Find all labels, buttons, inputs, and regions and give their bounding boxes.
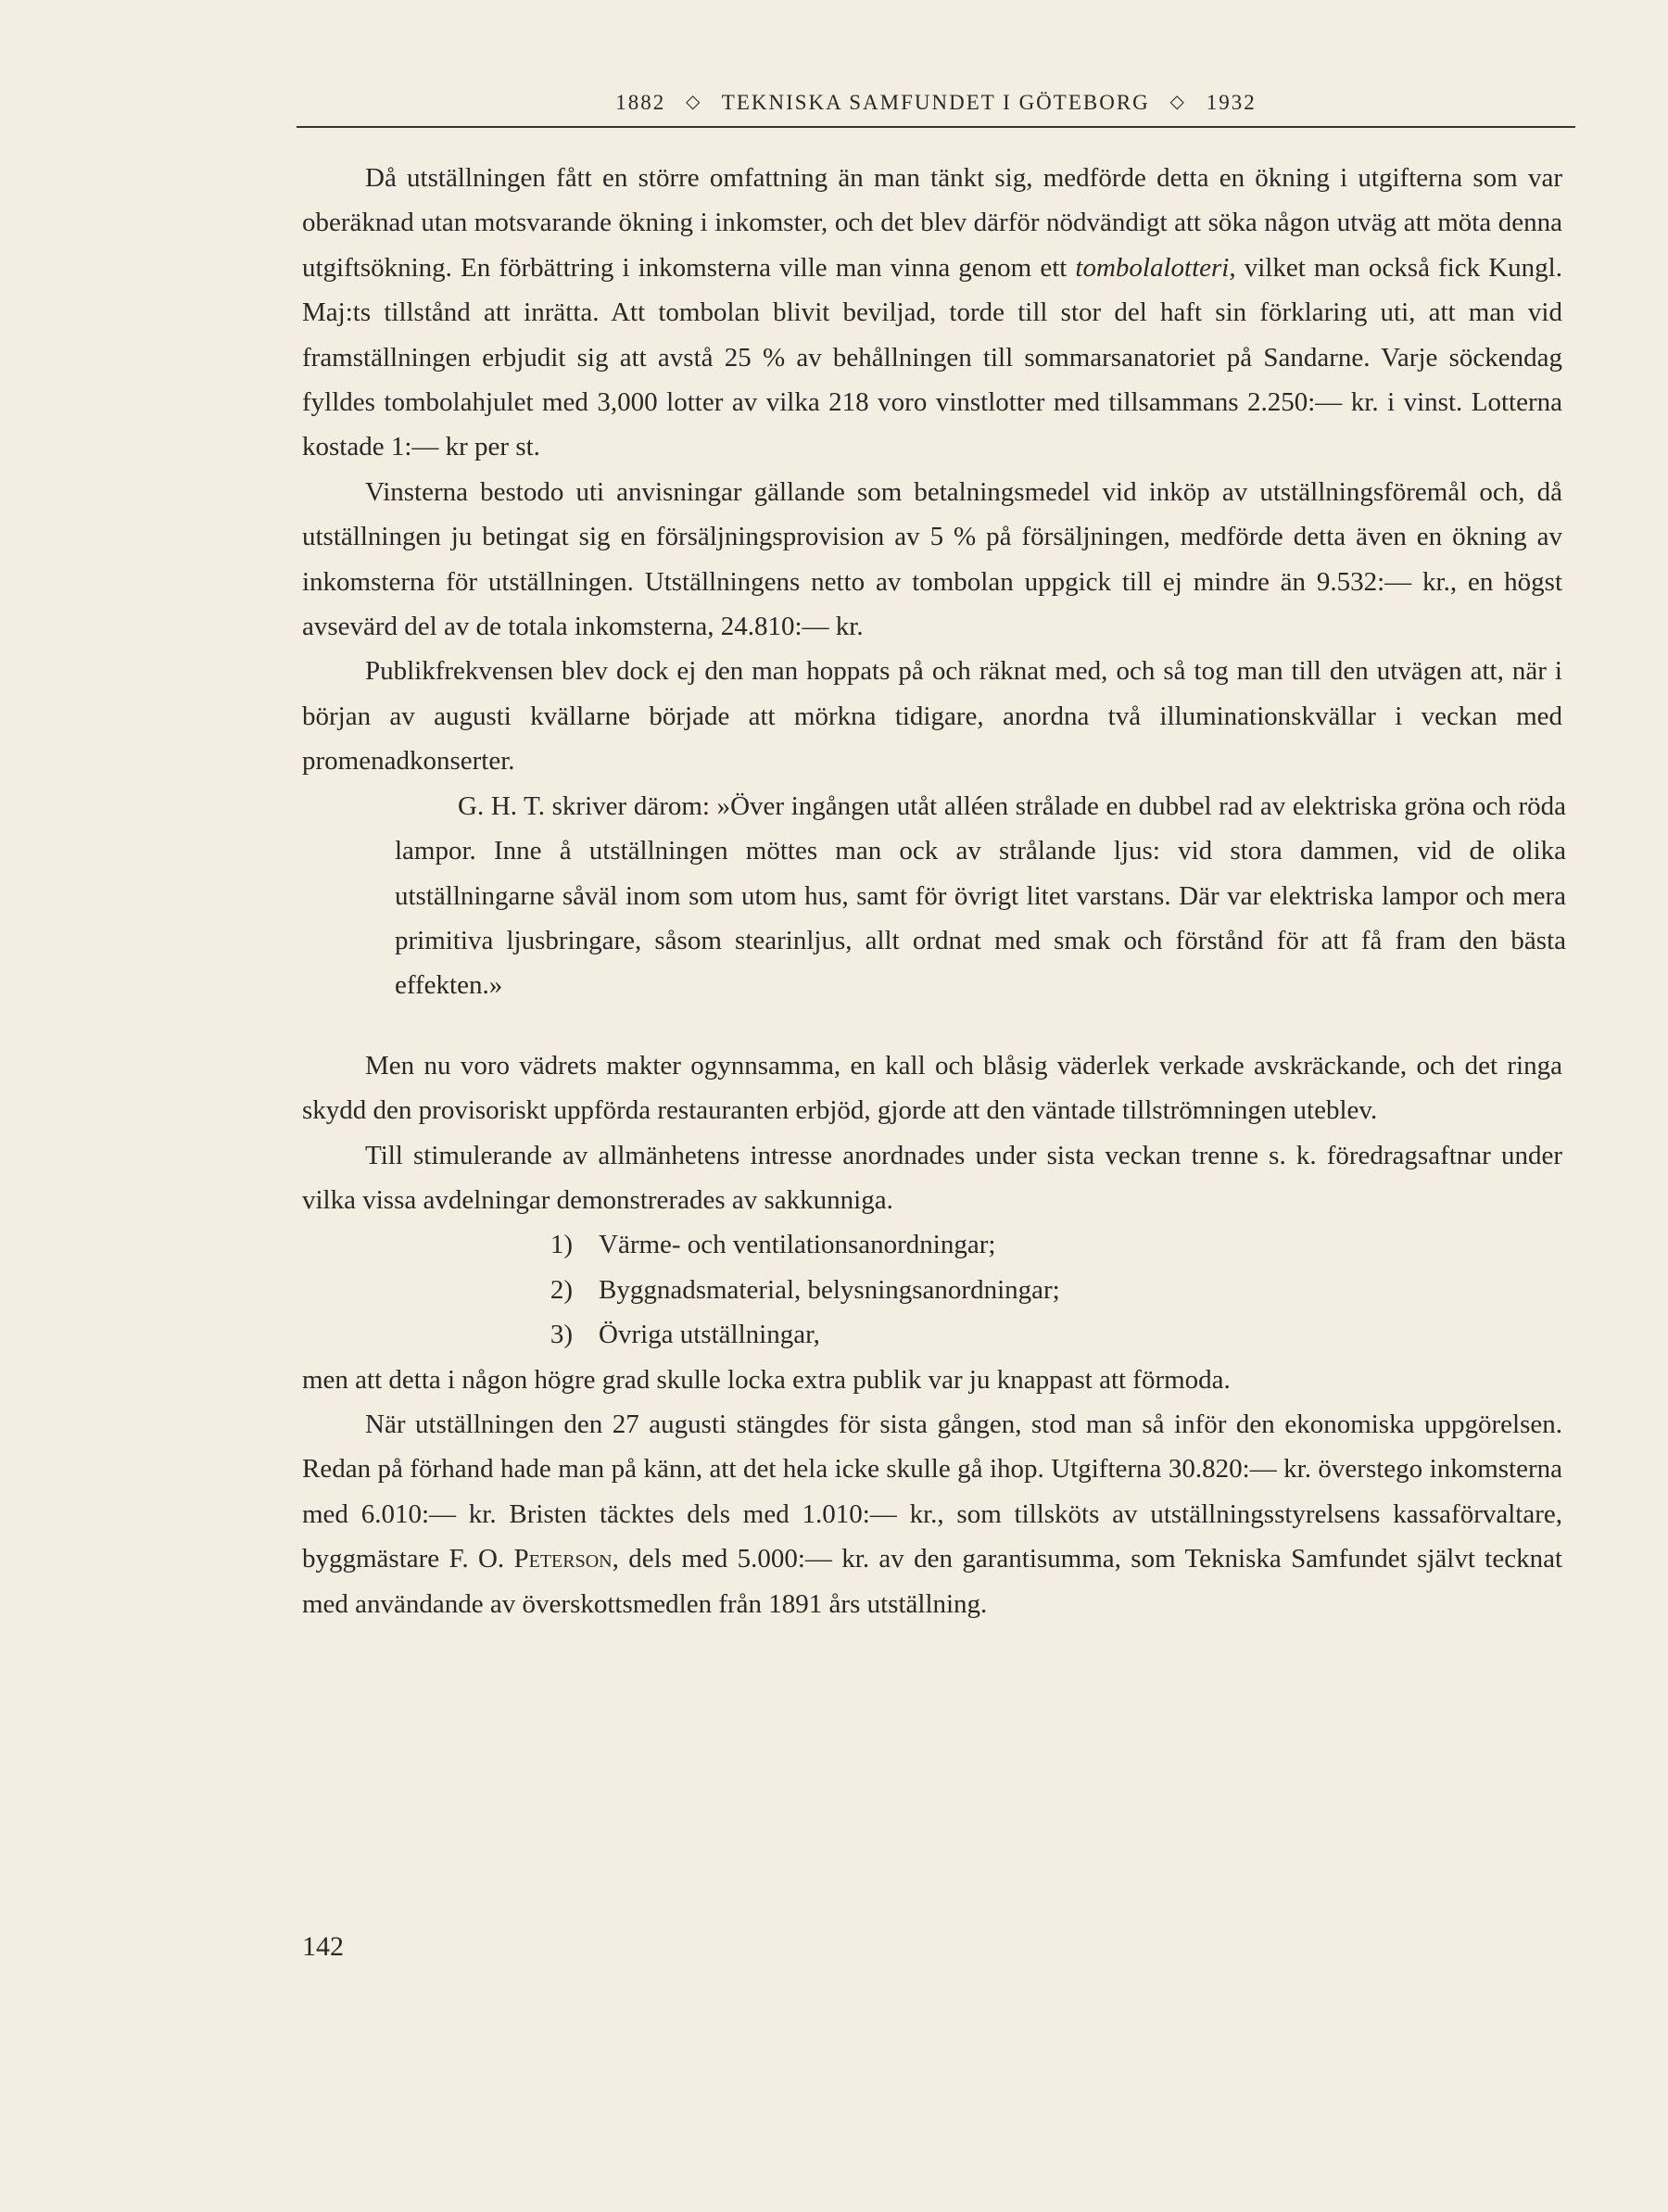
header-year-start: 1882: [615, 91, 666, 114]
paragraph-attendance: Publikfrekvensen blev dock ej den man hoppats på och räknat med, och så tog man till den utvägen att, när i början av augusti kvällarne började att mörkna tidigare, anordna två illuminationskvällar i veckan med promenadkonserter.: [302, 656, 1562, 777]
page-number: 142: [302, 1931, 344, 1962]
paragraph-tombola: Då utställningen fått en större omfattning än man tänkt sig, medförde detta en ökning i utgifterna som var oberäknad utan motsvarande ökning i inkomster, och det blev därför nödvändigt att söka någon utväg att möta denna utgiftsökning. En förbättring i inkomsterna ville man vinna genom ett tombolalotteri, vilket man också fick Kungl. Maj:ts tillstånd att inrätta. Att tombolan blivit beviljad, torde till stor del haft sin förklaring uti, att man vid framställningen erbjudit sig att avstå 25 % av behållningen till sommarsanatoriet på Sandarne. Varje söckendag fylldes tombolahjulet med 3,000 lotter av vilka 218 voro vinstlotter med tillsammans 2.250:— kr. i vinst. Lotterna kostade 1:— kr per st.: [302, 163, 1562, 462]
header-title: TEKNISKA SAMFUNDET I GÖTEBORG: [721, 91, 1150, 114]
list-item: 1) Värme- och ventilationsanordningar;: [550, 1230, 996, 1260]
diamond-separator-icon: ◇: [686, 92, 702, 112]
paragraph-weather: Men nu voro vädrets makter ogynnsamma, en kall och blåsig väderlek verkade avskräckande, och det ringa skydd den provisoriskt uppförda restauranten erbjöd, gjorde att den väntade tillströmningen uteblev.: [302, 1050, 1562, 1126]
paragraph-winnings: Vinsterna bestodo uti anvisningar gällande som betalningsmedel vid inköp av utställningsföremål och, då utställningen ju betingat sig en försäljningsprovision av 5 % på försäljningen, medförde detta även en ökning av inkomsterna för utställningen. Utställningens netto av tombolan uppgick till ej mindre än 9.532:— kr., en högst avsevärd del av de totala inkomsterna, 24.810:— kr.: [302, 476, 1562, 642]
header-year-end: 1932: [1206, 91, 1257, 114]
running-header: [297, 91, 1575, 115]
block-quote: G. H. T. skriver därom: »Över ingången utåt alléen strålade en dubbel rad av elektriska gröna och röda lampor. Inne å utställningen möttes man ock av strålande ljus: vid stora dammen, vid de olika utställningarne såväl inom som utom hus, samt för övrigt litet varstans. Där var elektriska lampor och mera primitiva ljusbringare, såsom stearinljus, allt ordnat med smak och förstånd för att få fram den bästa effekten.»: [395, 790, 1566, 1001]
list-item: 2) Byggnadsmaterial, belysningsanordningar;: [550, 1274, 1060, 1305]
italic-term: tombolalotteri,: [1075, 252, 1236, 283]
paragraph-continuation: men att detta i någon högre grad skulle locka extra publik var ju knappast att förmoda.: [302, 1364, 1231, 1395]
paragraph-lectures: Till stimulerande av allmänhetens intresse anordnades under sista veckan trenne s. k. föredragsaftnar under vilka vissa avdelningar demonstrerades av sakkunniga.: [302, 1140, 1562, 1215]
diamond-separator-icon: ◇: [1169, 92, 1186, 112]
list-item: 3) Övriga utställningar,: [550, 1320, 820, 1350]
paragraph-settlement: När utställningen den 27 augusti stängdes för sista gången, stod man så inför den ekonomiska uppgörelsen. Redan på förhand hade man på känn, att det hela icke skulle gå ihop. Utgifterna 30.820:— kr. överstego inkomsterna med 6.010:— kr. Bristen täcktes dels med 1.010:— kr., som tillsköts av utställningsstyrelsens kassaförvaltare, byggmästare F. O. Peterson, dels med 5.000:— kr. av den garantisumma, som Tekniska Samfundet självt tecknat med användande av överskottsmedlen från 1891 års utställning.: [302, 1409, 1562, 1619]
body-text: [302, 156, 1566, 1626]
lecture-list: [512, 1222, 1562, 1357]
small-caps-name: Peterson: [513, 1544, 613, 1574]
header-rule: [297, 126, 1575, 128]
